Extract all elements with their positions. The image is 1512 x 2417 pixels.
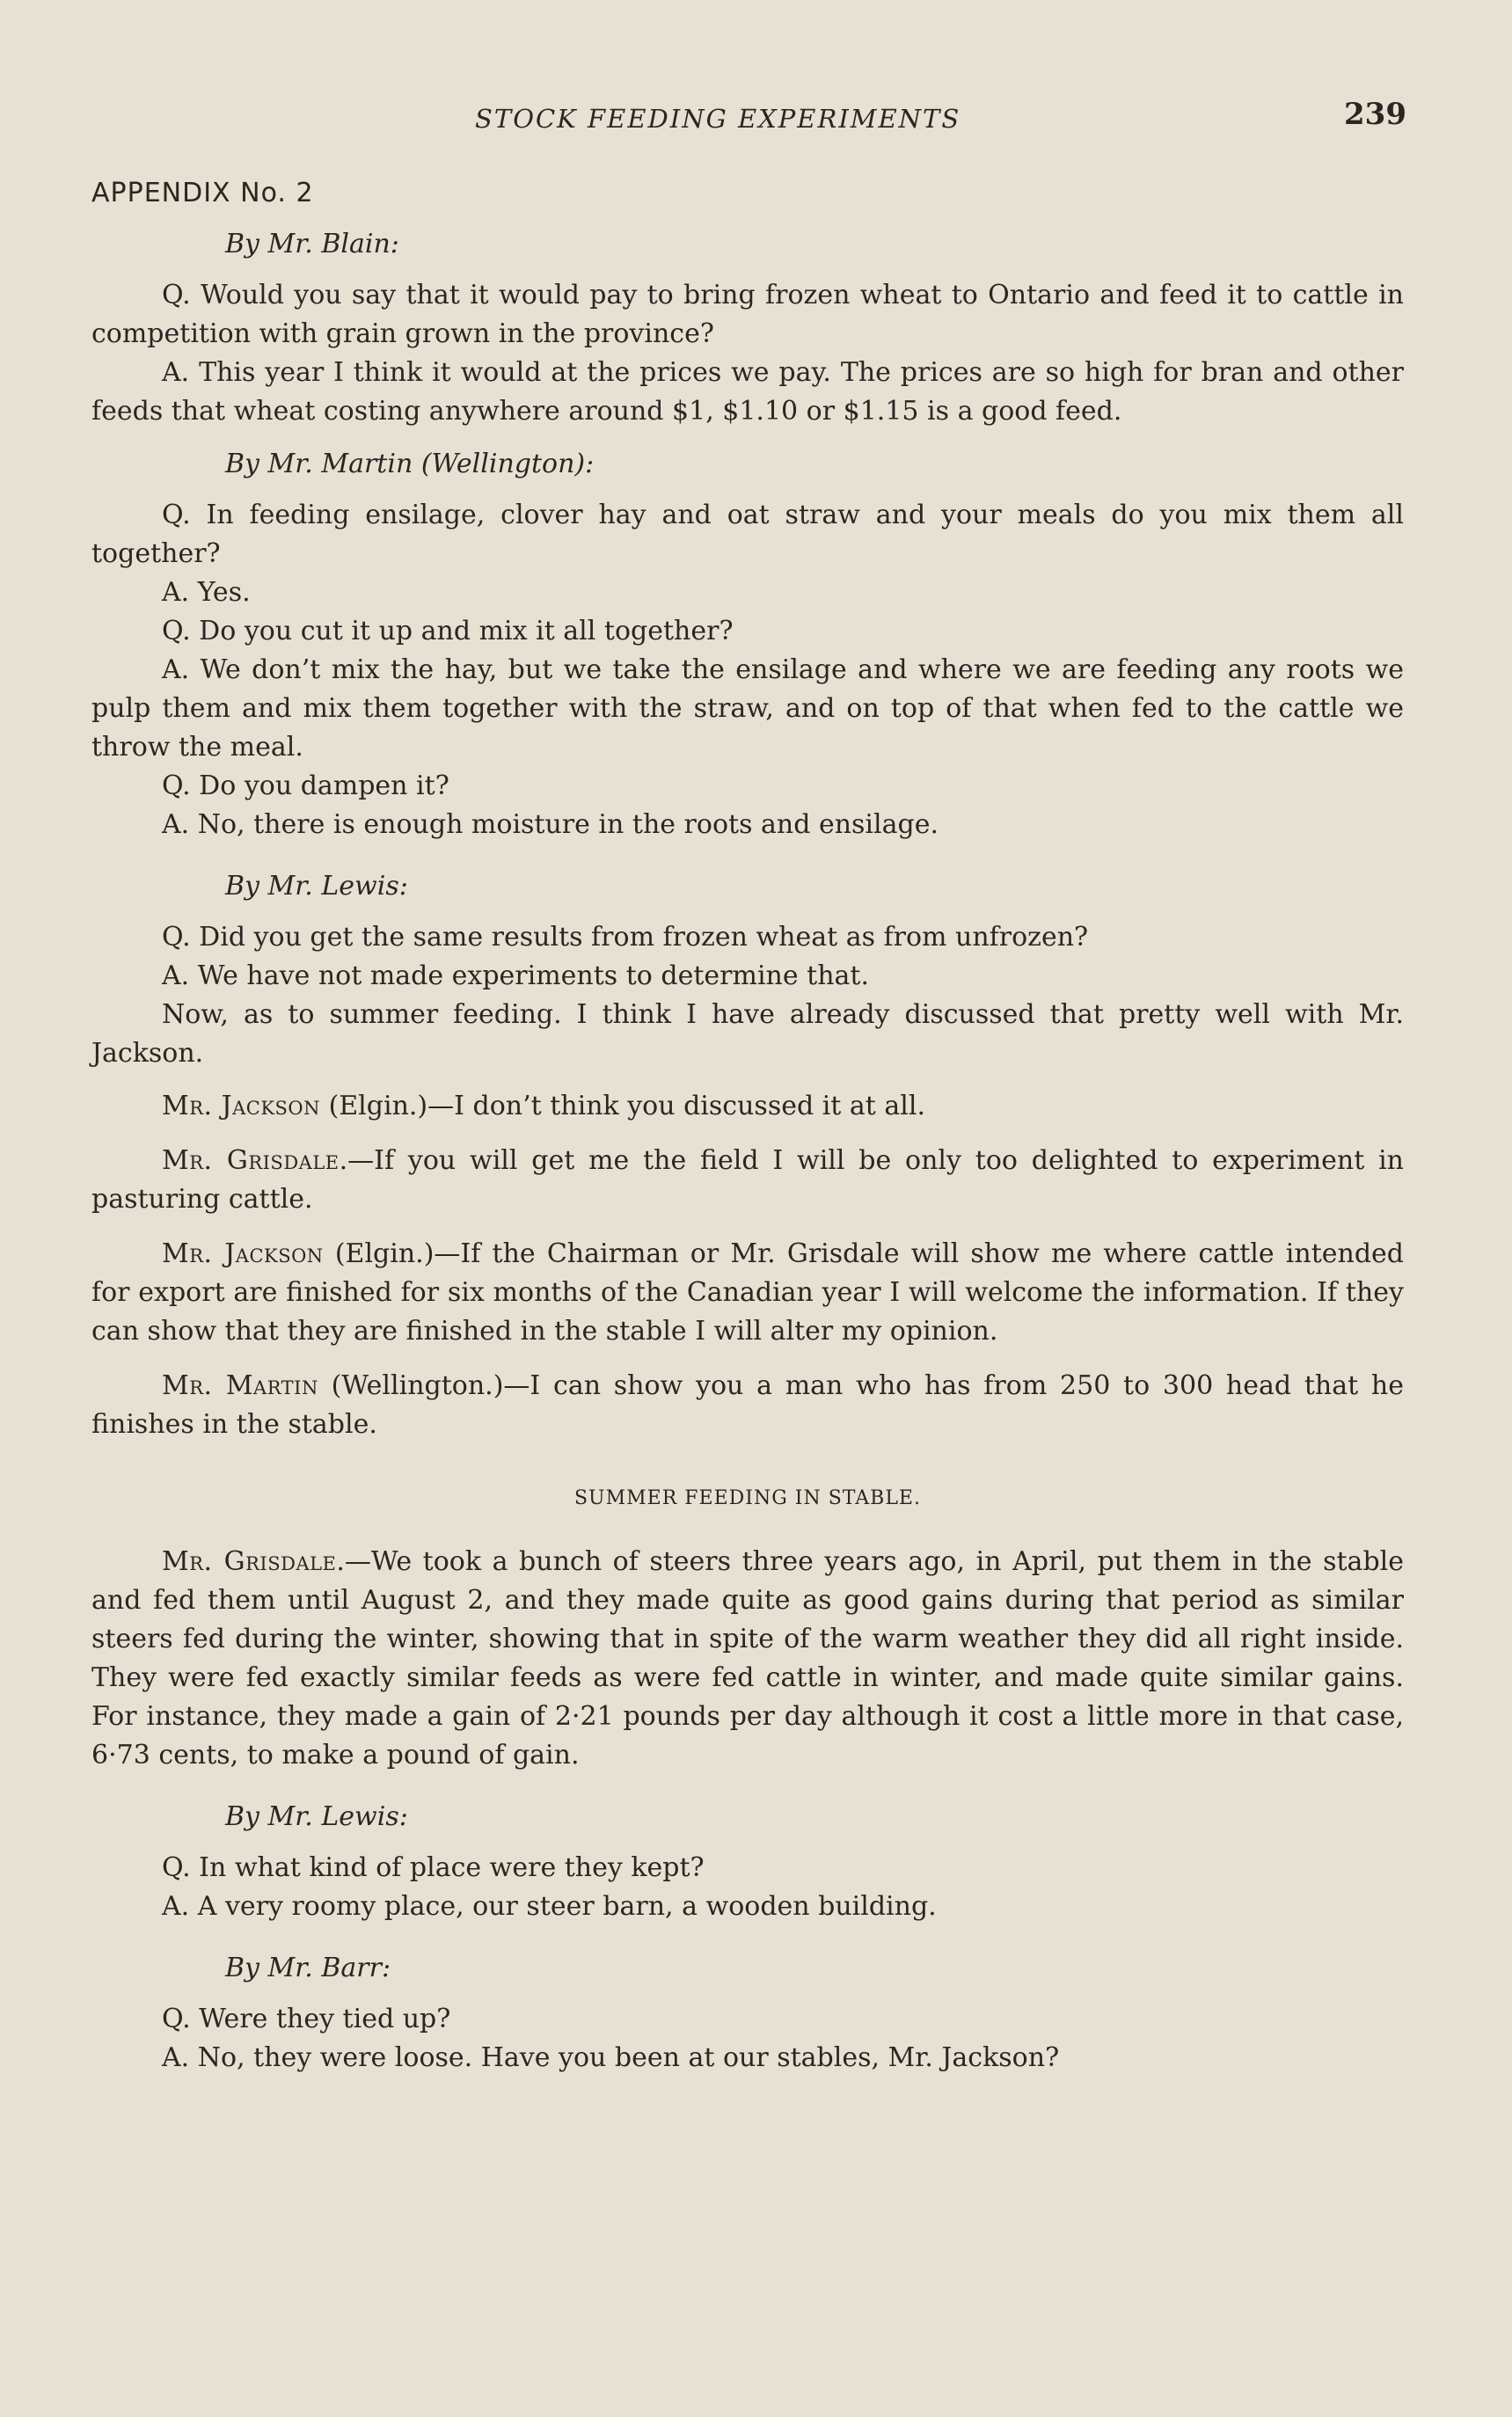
answer-paragraph: A. We don’t mix the hay, but we take the ensilage and where we are feeding any roots we pulp them and mix them together with the straw, and on top of that when fed to the cattle we throw the meal. <box>91 654 1404 763</box>
speaker-name: Mr. Martin <box>162 1370 318 1401</box>
speaker-heading: By Mr. Blain: <box>225 229 399 259</box>
appendix-label: APPENDIX No. 2 <box>91 178 314 208</box>
speaker-heading: By Mr. Lewis: <box>225 1801 408 1832</box>
speaker-heading: By Mr. Lewis: <box>225 871 408 902</box>
speaker-paragraph <box>91 1543 1404 1775</box>
speaker-name: Mr. Grisdale <box>162 1145 340 1176</box>
answer-paragraph: A. A very roomy place, our steer barn, a wooden building. <box>162 1891 937 1922</box>
question-paragraph: Q. Were they tied up? <box>162 2004 451 2034</box>
speaker-paragraph <box>91 1235 1404 1351</box>
speaker-paragraph <box>91 1367 1404 1444</box>
section-heading: SUMMER FEEDING IN STABLE. <box>573 1487 921 1509</box>
question-paragraph: Q. Would you say that it would pay to bring frozen wheat to Ontario and feed it to cattle in competition with grain grown in the province? <box>91 280 1404 349</box>
question-paragraph: Q. Do you dampen it? <box>162 770 449 801</box>
speaker-name: Mr. Jackson <box>162 1091 321 1121</box>
speaker-paragraph <box>91 1087 1404 1126</box>
speaker-heading: By Mr. Martin (Wellington): <box>225 449 595 479</box>
speaker-paragraph <box>91 1142 1404 1219</box>
answer-paragraph: Now, as to summer feeding. I think I have already discussed that pretty well with Mr. Jackson. <box>91 999 1404 1069</box>
speaker-text: (Wellington.)—I can show you a man who has from 250 to 300 head that he finishes in the stable. <box>91 1370 1404 1440</box>
question-paragraph: Q. In feeding ensilage, clover hay and oat straw and your meals do you mix them all together? <box>91 500 1404 569</box>
speaker-name: Mr. Grisdale <box>162 1546 337 1577</box>
answer-paragraph: A. No, there is enough moisture in the roots and ensilage. <box>162 809 939 840</box>
answer-paragraph: A. This year I think it would at the prices we pay. The prices are so high for bran and other feeds that wheat costing anywhere around $1, $1.10 or $1.15 is a good feed. <box>91 357 1404 427</box>
speaker-text: (Elgin.)—If the Chairman or Mr. Grisdale will show me where cattle intended for export are finished for six months of the Canadian year I will welcome the information. If they can show that they are finished in the stable I will alter my opinion. <box>91 1238 1404 1347</box>
speaker-heading: By Mr. Barr: <box>225 1953 391 1983</box>
question-paragraph: Q. Do you cut it up and mix it all together? <box>162 616 734 646</box>
document-body <box>91 222 1404 2077</box>
speaker-text: .—We took a bunch of steers three years ago, in April, put them in the stable and fed them until August 2, and they made quite as good gains during that period as similar steers fed during the winter, showing that in spite of the warm weather they did all right inside. They were fed exactly similar feeds as were fed cattle in winter, and made quite similar gains. For instance, they made a gain of 2·21 pounds per day although it cost a little more in that case, 6·73 cents, to make a pound of gain. <box>91 1546 1404 1771</box>
answer-paragraph: A. We have not made experiments to determine that. <box>162 960 870 991</box>
question-paragraph: Q. Did you get the same results from frozen wheat as from unfrozen? <box>162 922 1089 953</box>
page-number: 239 <box>1344 97 1406 132</box>
running-head: STOCK FEEDING EXPERIMENTS <box>475 104 961 134</box>
answer-paragraph: A. Yes. <box>162 577 251 608</box>
question-paragraph: Q. In what kind of place were they kept? <box>162 1852 705 1883</box>
speaker-text: .—If you will get me the field I will be only too delighted to experiment in pasturing cattle. <box>91 1145 1404 1215</box>
speaker-name: Mr. Jackson <box>162 1238 324 1269</box>
answer-paragraph: A. No, they were loose. Have you been at our stables, Mr. Jackson? <box>162 2042 1060 2073</box>
speaker-text: (Elgin.)—I don’t think you discussed it at all. <box>320 1091 925 1121</box>
